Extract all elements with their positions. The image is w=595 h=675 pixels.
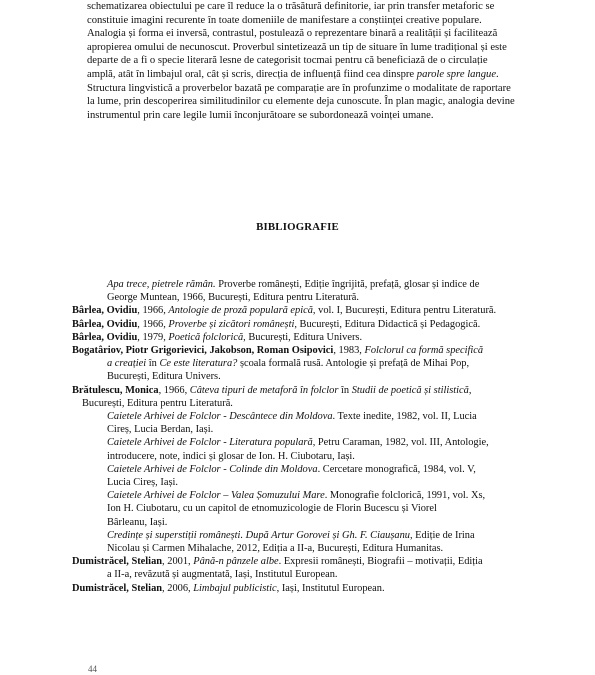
text-line: constituie imagini recurente în toate domeniile de manifestare a conștiinței creative populare. (87, 14, 482, 26)
bib-entry: Brătulescu, Monica, 1966, Câteva tipuri de metaforă în folclor în Studii de poetică și stilistică, București, Editura pentru Literatură. (72, 384, 472, 409)
bib-entry: Dumistrăcel, Stelian, 2006, Limbajul publicistic, Iași, Institutul European. (72, 582, 385, 594)
text-line: Analogia și forma ei inversă, contrastul, postulează o reprezentare binară a realității și facilitează (87, 28, 498, 40)
page-number: 44 (88, 664, 97, 674)
bib-entry: Bârlea, Ovidiu, 1966, Antologie de proză populară epică, vol. I, București, Editura pentru Literatură. (72, 305, 497, 317)
bib-entry: Caietele Arhivei de Folclor - Descântece din Moldova. Texte inedite, 1982, vol. II, Lucia Cireș, Lucia Berdan, Iași. (107, 411, 477, 436)
section-heading: BIBLIOGRAFIE (256, 221, 339, 233)
bib-entry: Caietele Arhivei de Folclor - Literatura populară, Petru Caraman, 1982, vol. III, Antologie, introducere, note, indici și glosar de Ion. H. Ciubotaru, Iași. (107, 437, 489, 462)
bib-entry: Caietele Arhivei de Folclor – Valea Șomuzului Mare. Monografie folclorică, 1991, vol. Xs, Ion H. Ciubotaru, cu un capitol de etnomuzicologie de Florin Bucescu și Viorel Bârleanu, Iași. (107, 490, 486, 528)
bib-entry: Dumistrăcel, Stelian, 2001, Până-n pânzele albe. Expresii românești, Biografii – motivații, Ediția a II-a, revăzută și augmentată, Iași, Institutul European. (72, 556, 483, 581)
bib-entry: Apa trece, pietrele rămân. Proverbe românești, Ediție îngrijită, prefață, glosar și indice de George Muntean, 1966, București, Editura pentru Literatură. (107, 279, 480, 304)
term-langue: langue (467, 68, 497, 80)
bib-entry: Bârlea, Ovidiu, 1966, Proverbe și zicători românești, București, Editura Didactică și Pedagogică. (72, 318, 481, 330)
bib-entry: Bogatâriov, Piotr Grigorievici, Jakobson, Roman Osipovici, 1983, Folclorul ca formă specifică a creației în Ce este literatura? școala formală rusă. Antologie și prefață de Mihai Pop, București, Editura Univers. (72, 345, 484, 383)
text-line: apropierea omului de necunoscut. Proverbul sintetizează un tip de situare în lume tradițional și este (87, 41, 507, 53)
bib-entry: Credințe și superstiții românești. După Artur Gorovei și Gh. F. Ciaușanu, Ediție de Irina Nicolau și Carmen Mihalache, 2012, Ediția a II-a, București, Editura Humanitas. (107, 529, 475, 555)
bib-entry: Caietele Arhivei de Folclor - Colinde din Moldova. Cercetare monografică, 1984, vol. V, Lucia Cireș, Iași. (107, 463, 476, 489)
text-line: schematizarea obiectului pe care îl reduce la o trăsătură definitorie, iar prin transfer metaforic se (87, 1, 495, 12)
text-line: instrumentul prin care legile lumii înconjurătoare se subordonează voinței umane. (87, 109, 434, 121)
intro-paragraph (87, 0, 527, 122)
term-spre: spre (444, 68, 468, 80)
text-line: amplă, atât în limbajul oral, cât și scris, direcția de influență fiind cea dinspre parole spre langue. (87, 68, 499, 80)
bibliography-list (72, 278, 526, 595)
bib-entry: Bârlea, Ovidiu, 1979, Poetică folclorică, București, Editura Univers. (72, 331, 363, 343)
text-line: Structura lingvistică a proverbelor bazată pe comparație are în profunzime o modalitate de raportare (87, 82, 511, 94)
text-line: la lume, prin descoperirea similitudinilor cu elemente deja cunoscute. În plan magic, analogia devine (87, 96, 515, 108)
term-parole: parole (416, 68, 445, 80)
text-line: departe de a fi o specie literară lesne de categorisit tocmai pentru că beneficiază de o circulație (87, 55, 488, 67)
